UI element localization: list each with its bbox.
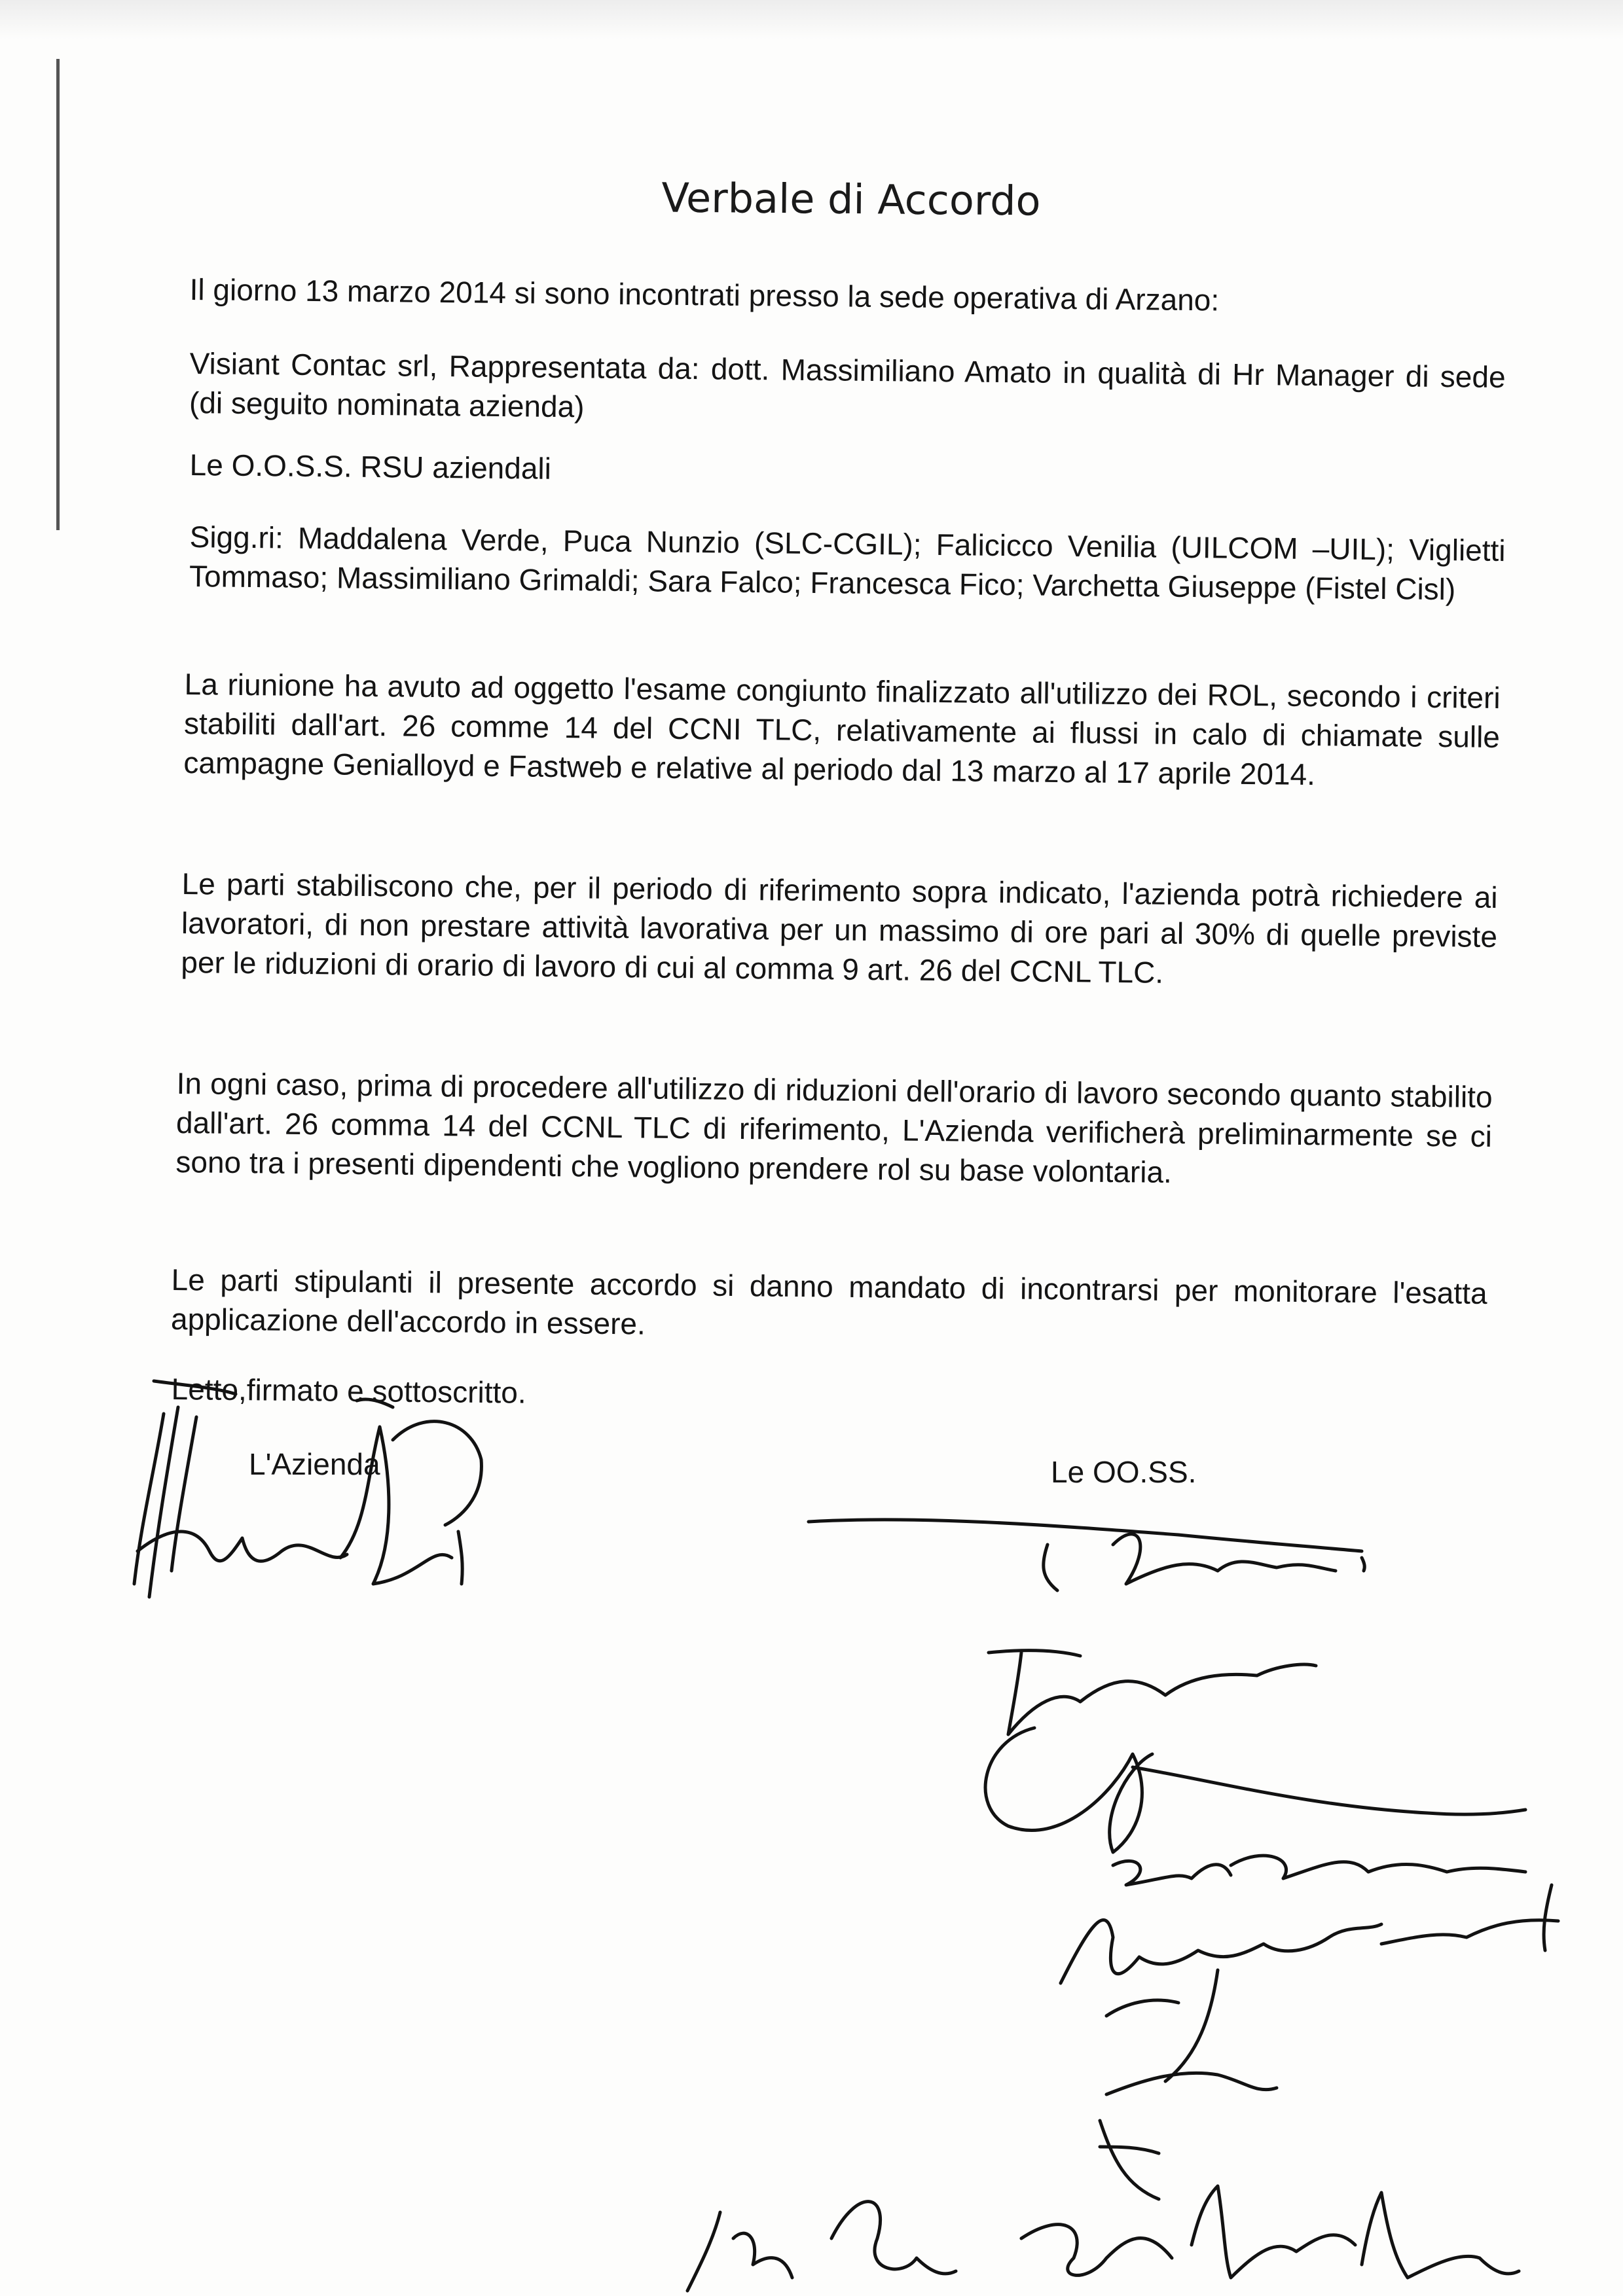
unions-signature-label: Le OO.SS.: [1051, 1455, 1197, 1489]
paragraph-meeting: La riunione ha avuto ad oggetto l'esame congiunto finalizzato all'utilizzo dei ROL, secondo i criteri stabiliti dall'art. 26 comme 14 del CCNI TLC, relativamente ai flussi in calo di chiamate sulle campagne Genialloyd e Fastweb e relative al periodo dal 13 marzo al 17 aprile 2014.: [183, 666, 1501, 792]
union-signature-4: [1061, 1885, 1558, 1983]
union-signature-1: [809, 1520, 1364, 1590]
union-signature-5: [1100, 1970, 1277, 2199]
paragraph-case: In ogni caso, prima di procedere all'utilizzo di riduzioni dell'orario di lavoro secondo quanto stabilito dall'art. 26 comma 14 del CCNL TLC di riferimento, L'Azienda verificherà preliminarmente se ci sono tra i presenti dipendenti che vogliono prendere rol su base volontaria.: [175, 1066, 1493, 1189]
union-signature-3: [1113, 1856, 1525, 1885]
union-signature-6: [687, 2202, 956, 2291]
paragraph-company: Visiant Contac srl, Rappresentata da: dott. Massimiliano Amato in qualità di Hr Manager di sede (di seguito nominata azienda): [189, 346, 1506, 424]
paragraph-members: Sigg.ri: Maddalena Verde, Puca Nunzio (SLC-CGIL); Falicicco Venilia (UILCOM –UIL); Viglietti Tommaso; Massimiliano Grimaldi; Sara Falco; Francesca Fico; Varchetta Giuseppe (Fistel Cisl): [189, 519, 1506, 607]
paragraph-mandate: Le parti stipulanti il presente accordo si danno mandato di incontrarsi per monitorare l'esatta applicazione dell'accordo in essere.: [170, 1262, 1487, 1341]
union-signature-2: [985, 1651, 1525, 1852]
company-signature: [134, 1381, 481, 1597]
document-title: Verbale di Accordo: [661, 173, 1041, 225]
paragraph-intro: Il giorno 13 marzo 2014 si sono incontrati presso la sede operativa di Arzano:: [189, 272, 1220, 317]
company-signature-label: L'Azienda: [249, 1447, 380, 1481]
union-signature-7: [1021, 2186, 1519, 2278]
paragraph-rsu: Le O.O.S.S. RSU aziendali: [189, 447, 552, 486]
paragraph-closing: Letto,firmato e sottoscritto.: [171, 1371, 526, 1410]
paragraph-decision: Le parti stabiliscono che, per il periodo di riferimento sopra indicato, l'azienda potrà richiedere ai lavoratori, di non prestare attività lavorativa per un massimo di ore pari al 30% di quelle previste per le riduzioni di orario di lavoro di cui al comma 9 art. 26 del CCNL TLC.: [181, 866, 1498, 990]
